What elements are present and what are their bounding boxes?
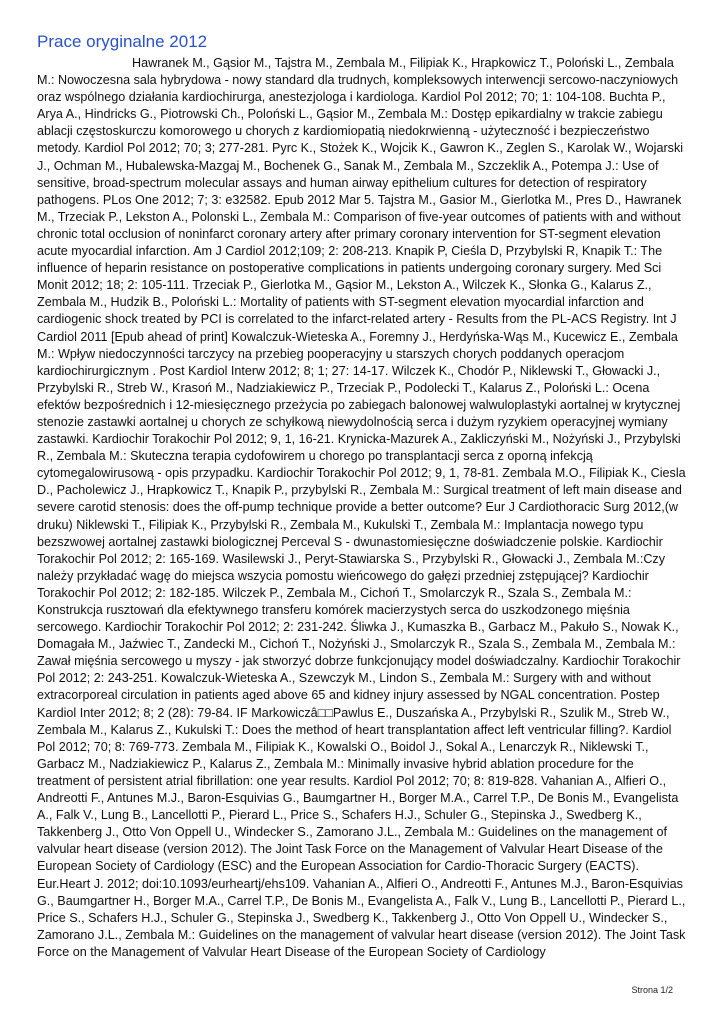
page-number: Strona 1/2 [631, 985, 673, 995]
publication-list [37, 55, 687, 961]
publication-list-text: Hawranek M., Gąsior M., Tajstra M., Zembala M., Filipiak K., Hrapkowicz T., Poloński L., Zembala M.: Nowoczesna sala hybrydowa - nowy standard dla trudnych, kompleksowych interwencji sercowo-naczyniowych oraz wspólnego działania kardiochirurga, anestezjologa i kardiologa. Kardiol Pol 2012; 70; 1: 104-108. Buchta P., Arya A., Hindricks G., Piotrowski Ch., Poloński L., Gąsior M., Zembala M.: Dostęp epikardialny w trakcie zabiegu ablacji częstoskurczu komorowego u chorych z kardiomiopatią niedokrwienną - użyteczność i bezpieczeństwo metody. Kardiol Pol 2012; 70; 3; 277-281. Pyrc K., Stożek K., Wojcik K., Gawron K., Zeglen S., Karolak W., Wojarski J., Ochman M., Hubalewska-Mazgaj M., Bochenek G., Sanak M., Zembala M., Szczeklik A., Potempa J.: Use of sensitive, broad-spectrum molecular assays and human airway epithelium cultures for detection of respiratory pathogens. PLos One 2012; 7; 3: e32582. Epub 2012 Mar 5. Tajstra M., Gasior M., Gierlotka M., Pres D., Hawranek M., Trzeciak P., Lekston A., Polonski L., Zembala M.: Comparison of five-year outcomes of patients with and without chronic total occlusion of noninfarct coronary artery after primary coronary intervention for ST-segment elevation acute myocardial infarction. Am J Cardiol 2012;109; 2: 208-213. Knapik P, Cieśla D, Przybylski R, Knapik T.: The influence of heparin resistance on postoperative complications in patients undergoing coronary surgery. Med Sci Monit 2012; 18; 2: 105-111. Trzeciak P., Gierlotka M., Gąsior M., Lekston A., Wilczek K., Słonka G., Kalarus Z., Zembala M., Hudzik B., Poloński L.: Mortality of patients with ST-segment elevation myocardial infarction and cardiogenic shock treated by PCI is correlated to the infarct-related artery - Results from the PL-ACS Registry. Int J Cardiol 2011 [Epub ahead of print] Kowalczuk-Wieteska A., Foremny J., Herdyńska-Wąs M., Kucewicz E., Zembala M.: Wpływ niedoczynności tarczycy na przebieg pooperacyjny u starszych chorych poddanych operacjom kardiochirurgicznym . Post Kardiol Interw 2012; 8; 1; 27: 14-17. Wilczek K., Chodór P., Niklewski T., Głowacki J., Przybylski R., Streb W., Krasoń M., Nadziakiewicz P., Trzeciak P., Podolecki T., Kalarus Z., Poloński L.: Ocena efektów bezpośrednich i 12-miesięcznego przeżycia po zabiegach balonowej walwuloplastyki aortalnej w krytycznej stenozie zastawki aortalnej u chorych ze schyłkową niewydolnością serca i dużym ryzykiem operacyjnej wymiany zastawki. Kardiochir Torakochir Pol 2012; 9, 1, 16-21. Krynicka-Mazurek A., Zakliczyński M., Nożyński J., Przybylski R., Zembala M.: Skuteczna terapia cydofowirem u chorego po transplantacji serca z oporną infekcją cytomegalowirusową - opis przypadku. Kardiochir Torakochir Pol 2012; 9, 1, 78-81. Zembala M.O., Filipiak K., Ciesla D., Pacholewicz J., Hrapkowicz T., Knapik P., przybylski R., Zembala M.: Surgical treatment of left main disease and severe carotid stenosis: does the off-pump technique provide a better outcome? Eur J Cardiothoracic Surg 2012,(w druku) Niklewski T., Filipiak K., Przybylski R., Zembala M., Kukulski T., Zembala M.: Implantacja nowego typu bezszwowej aortalnej zastawki biologicznej Perceval S - dwunastomiesięczne doświadczenie polskie. Kardiochir Torakochir Pol 2012; 2: 165-169. Wasilewski J., Peryt-Stawiarska S., Przybylski R., Głowacki J., Zembala M.:Czy należy przykładać wagę do miejsca wszycia pomostu wieńcowego do gałęzi przedniej zstępującej? Kardiochir Torakochir Pol 2012; 2: 182-185. Wilczek P., Zembala M., Cichoń T., Smolarczyk R., Szala S., Zembala M.: Konstrukcja rusztowań dla efektywnego transferu komórek macierzystych serca do uszkodzonego mięśnia sercowego. Kardiochir Torakochir Pol 2012; 2: 231-242. Śliwka J., Kumaszka B., Garbacz M., Pakuło S., Nowak K., Domagała M., Jaźwiec T., Zandecki M., Cichoń T., Nożyński J., Smolarczyk R., Szala S., Zembala M., Zembala M.: Zawał mięśnia sercowego u myszy - jak stworzyć dobrze funkcjonujący model doświadczalny. Kardiochir Torakochir Pol 2012; 2: 243-251. Kowalczuk-Wieteska A., Szewczyk M., Lindon S., Zembala M.: Surgery with and without extracorporeal circulation in patients aged above 65 and kidney injury assessed by NGAL concentration. Postep Kardiol Inter 2012; 8; 2 (28): 79-84. IF Markowiczâ□□Pawlus E., Duszańska A., Przybylski R., Szulik M., Streb W., Zembala M., Kalarus Z., Kukulski T.: Does the method of heart transplantation affect left ventricular filling?. Kardiol Pol 2012; 70; 8: 769-773. Zembala M., Filipiak K., Kowalski O., Boidol J., Sokal A., Lenarczyk R., Niklewski T., Garbacz M., Nadziakiewicz P., Kalarus Z., Zembala M.: Minimally invasive hybrid ablation procedure for the treatment of persistent atrial fibrillation: one year results. Kardiol Pol 2012; 70; 8: 819-828. Vahanian A., Alfieri O., Andreotti F., Antunes M.J., Baron-Esquivias G., Baumgartner H., Borger M.A., Carrel T.P., De Bonis M., Evangelista A., Falk V., Lung B., Lancellotti P., Pierard L., Price S., Schafers H.J., Schuler G., Stepinska J., Swedberg K., Takkenberg J., Otto Von Oppell U., Windecker S., Zamorano J.L., Zembala M.: Guidelines on the management of valvular heart disease (version 2012). The Joint Task Force on the Management of Valvular Heart Disease of the European Society of Cardiology (ESC) and the European Association for Cardio-Thoracic Surgery (EACTS). Eur.Heart J. 2012; doi:10.1093/eurheartj/ehs109. Vahanian A., Alfieri O., Andreotti F., Antunes M.J., Baron-Esquivias G., Baumgartner H., Borger M.A., Carrel T.P., De Bonis M., Evangelista A., Falk V., Lung B., Lancellotti P., Pierard L., Price S., Schafers H.J., Schuler G., Stepinska J., Swedberg K., Takkenberg J., Otto Von Oppell U., Windecker S., Zamorano J.L., Zembala M.: Guidelines on the management of valvular heart disease (version 2012). The Joint Task Force on the Management of Valvular Heart Disease of the European Society of Cardiology [37, 56, 686, 959]
page-title: Prace oryginalne 2012 [37, 32, 208, 51]
